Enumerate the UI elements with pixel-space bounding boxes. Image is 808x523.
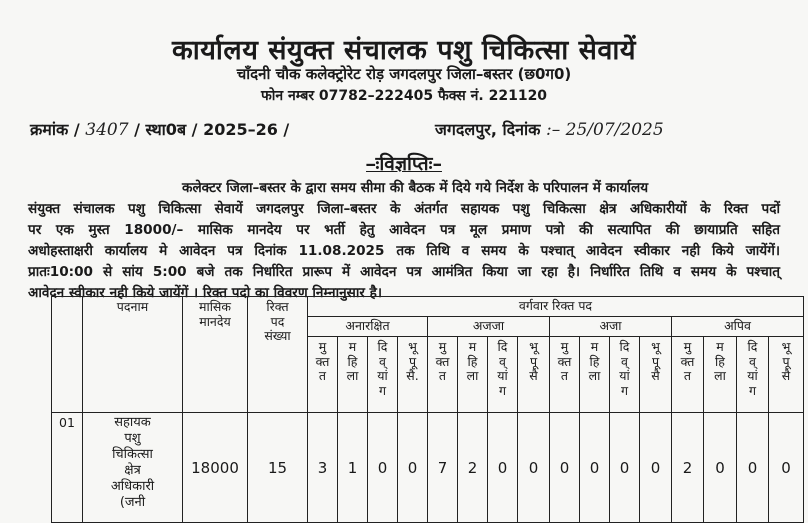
row-value: 0 [368, 413, 398, 523]
category-sc: अजा [550, 317, 672, 337]
sub-divyang: दि व् यां ग [610, 337, 640, 413]
paragraph-line: पर एक मुस्त 18000/– मासिक मानदेय पर भर्ती हेतु आवेदन पत्र मूल प्रमाण पत्रो की सत्यापित की छायाप्रति सहित [28, 222, 780, 238]
row-value: 0 [488, 413, 518, 523]
category-wise-header: वर्गवार रिक्त पद [308, 297, 804, 317]
reference-section: / स्था0ब / 2025–26 / [134, 120, 290, 139]
sub-divyang: दि व् यां ग [488, 337, 518, 413]
row-value: 0 [580, 413, 610, 523]
row-value: 2 [672, 413, 704, 523]
row-sno: 01 [52, 413, 83, 523]
reference-row [30, 118, 790, 144]
paragraph-line: प्रातः10:00 से सांय 5:00 बजे तक निर्धारित प्रारूप में आवेदन पत्र आमंत्रित किया जा रहा है। निर्धारित तिथि व समय के पश्चात् [28, 264, 780, 280]
row-value: 0 [518, 413, 550, 523]
sub-mahila: म हि ला [338, 337, 368, 413]
office-phone: फोन नम्बर 07782–222405 फैक्स नं. 221120 [260, 88, 548, 104]
sub-mukt: मु क्त त [672, 337, 704, 413]
paragraph-line: संयुक्त संचालक पशु चिकित्सा सेवायें जगदलपुर जिला–बस्तर के अंतर्गत सहायक पशु चिकित्सा क्षेत्र अधिकारीयों के रिक्त पदों [28, 201, 780, 217]
row-salary: 18000 [183, 413, 248, 523]
sub-divyang: दि व् यां ग [368, 337, 398, 413]
row-value: 0 [704, 413, 737, 523]
notice-paragraph [28, 178, 780, 304]
sub-bhupuse: भू पू सै [769, 337, 804, 413]
office-title: कार्यालय संयुक्त संचालक पशु चिकित्सा सेवायें [172, 35, 636, 66]
sub-mukt: मु क्त त [550, 337, 580, 413]
place-date-label: जगदलपुर, दिनांक [435, 120, 541, 139]
sno-header [52, 297, 83, 413]
row-value: 0 [610, 413, 640, 523]
sub-bhupuse: भू पू सै [518, 337, 550, 413]
sub-mukt: मु क्त त [428, 337, 458, 413]
sub-mukt: मु क्त त [308, 337, 338, 413]
office-address: चाँदनी चौक कलेक्ट्रोरेट रोड़ जगदलपुर जिला–बस्तर (छ0ग0) [236, 65, 572, 83]
row-value: 2 [458, 413, 488, 523]
post-header: पदनाम [83, 297, 183, 413]
row-value: 0 [550, 413, 580, 523]
category-obc: अपिव [672, 317, 804, 337]
sub-mahila: म हि ला [458, 337, 488, 413]
vacancy-table [51, 296, 804, 523]
handwritten-date: :– 25/07/2025 [546, 120, 664, 140]
row-post: सहायक पशु चिकित्सा क्षेत्र अधिकारी (जनी [83, 413, 183, 523]
place-date [435, 118, 664, 140]
sub-mahila: म हि ला [704, 337, 737, 413]
sub-mahila: म हि ला [580, 337, 610, 413]
reference-number: क्रमांक / 3407 / स्था0ब / 2025–26 / [30, 120, 290, 140]
notice-heading: –ःविज्ञप्तिः– [366, 153, 442, 175]
row-vacancy: 15 [248, 413, 308, 523]
category-st: अजजा [428, 317, 550, 337]
paragraph-line: कलेक्टर जिला–बस्तर के द्वारा समय सीमा की बैठक में दिये गये निर्देश के परिपालन में कार्यालय [182, 180, 649, 196]
row-value: 0 [398, 413, 428, 523]
table-row [52, 413, 804, 523]
sub-divyang: दि व् यां ग [737, 337, 769, 413]
salary-header: मासिक मानदेय [183, 297, 248, 413]
row-value: 0 [640, 413, 672, 523]
row-value: 1 [338, 413, 368, 523]
reference-label: क्रमांक [30, 120, 69, 139]
row-value: 3 [308, 413, 338, 523]
row-value: 0 [737, 413, 769, 523]
row-value: 0 [769, 413, 804, 523]
paragraph-line: आवेदन स्वीकार नही किये जायेंगें । रिक्त पदो का विवरण निम्नानुसार है। [28, 285, 383, 301]
reference-handwritten-number: 3407 [85, 120, 129, 140]
row-value: 7 [428, 413, 458, 523]
category-unreserved: अनारक्षित [308, 317, 428, 337]
paragraph-line: अधोहस्ताक्षरी कार्यालय मे आवेदन पत्र दिनांक 11.08.2025 तक तिथि व समय के पश्चात् आवेदन स्वीकार नही किये जायेंगें। [28, 243, 780, 259]
sub-bhupuse: भू पू सै. [398, 337, 428, 413]
vacancy-header: रिक्त पद संख्या [248, 297, 308, 413]
sub-bhupuse: भू पू सै [640, 337, 672, 413]
